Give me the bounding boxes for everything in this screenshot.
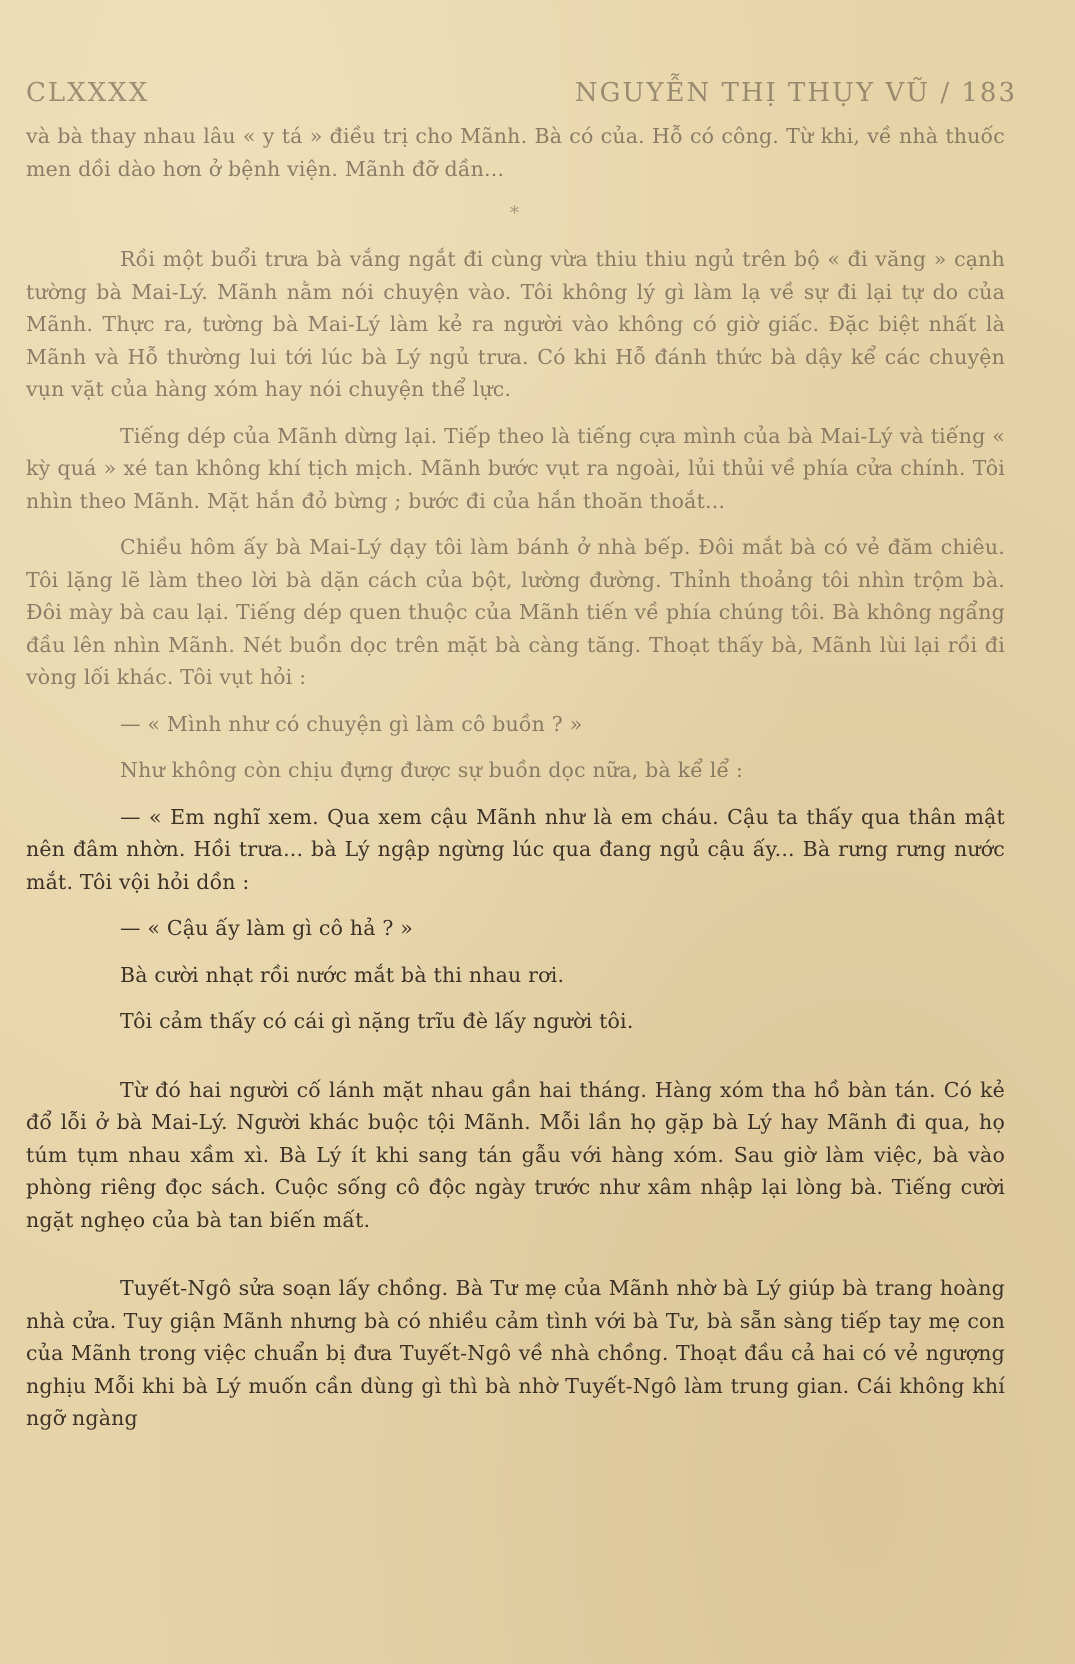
body-text — [26, 120, 1005, 1435]
paragraph-12: Tuyết-Ngô sửa soạn lấy chồng. Bà Tư mẹ của Mãnh nhờ bà Lý giúp bà trang hoàng nhà cửa. Tuy giận Mãnh nhưng bà có nhiều cảm tình với bà Tư, bà sẵn sàng tiếp tay mẹ con của Mãnh trong việc chuẩn bị đưa Tuyết-Ngô về nhà chồng. Thoạt đầu cả hai có vẻ ngượng nghịu Mỗi khi bà Lý muốn cần dùng gì thì bà nhờ Tuyết-Ngô làm trung gian. Cái không khí ngỡ ngàng — [26, 1276, 1005, 1430]
paragraph-6: Như không còn chịu đựng được sự buồn dọc nữa, bà kể lể : — [120, 758, 744, 782]
paragraph-7: — « Em nghĩ xem. Qua xem cậu Mãnh như là em cháu. Cậu ta thấy qua thân mật nên đâm nhờn. Hồi trưa... bà Lý ngập ngừng lúc qua đang ngủ cậu ấy... Bà rưng rưng nước mắt. Tôi vội hỏi dồn : — [26, 804, 1005, 894]
section-break-mark: * — [510, 203, 521, 224]
paragraph-3: Tiếng dép của Mãnh dừng lại. Tiếp theo là tiếng cựa mình của bà Mai-Lý và tiếng « kỳ quá » xé tan không khí tịch mịch. Mãnh bước vụt ra ngoài, lủi thủi về phía cửa chính. Tôi nhìn theo Mãnh. Mặt hắn đỏ bừng ; bước đi của hắn thoăn thoắt... — [26, 423, 1005, 513]
paragraph-11: Từ đó hai người cố lánh mặt nhau gần hai tháng. Hàng xóm tha hồ bàn tán. Có kẻ đổ lỗi ở bà Mai-Lý. Người khác buộc tội Mãnh. Mỗi lần họ gặp bà Lý hay Mãnh đi qua, họ túm tụm nhau xầm xì. Bà Lý ít khi sang tán gẫu với hàng xóm. Sau giờ làm việc, bà vào phòng riêng đọc sách. Cuộc sống cô độc ngày trước như xâm nhập lại lòng bà. Tiếng cười ngặt nghẹo của bà tan biến mất. — [26, 1077, 1005, 1232]
paragraph-2: Rồi một buổi trưa bà vắng ngắt đi cùng vừa thiu thiu ngủ trên bộ « đi văng » cạnh tường bà Mai-Lý. Mãnh nằm nói chuyện vào. Tôi không lý gì làm lạ về sự đi lại tự do của Mãnh. Thực ra, tường bà Mai-Lý làm kẻ ra người vào không có giờ giấc. Đặc biệt nhất là Mãnh và Hỗ thường lui tới lúc bà Lý ngủ trưa. Có khi Hỗ đánh thức bà dậy kể các chuyện vụn vặt của hàng xóm hay nói chuyện thể lực. — [26, 247, 1005, 401]
page-header — [26, 78, 1017, 108]
header-left: CLXXXX — [26, 78, 150, 108]
paragraph-10: Tôi cảm thấy có cái gì nặng trĩu đè lấy người tôi. — [120, 1009, 634, 1033]
paragraph-8: — « Cậu ấy làm gì cô hả ? » — [120, 916, 414, 940]
paragraph-5: — « Mình như có chuyện gì làm cô buồn ? » — [120, 711, 583, 736]
header-right: NGUYỄN THỊ THỤY VŨ / 183 — [574, 78, 1017, 108]
paragraph-4: Chiều hôm ấy bà Mai-Lý dạy tôi làm bánh ở nhà bếp. Đôi mắt bà có vẻ đăm chiêu. Tôi lặng lẽ làm theo lời bà dặn cách của bột, lường đường. Thỉnh thoảng tôi nhìn trộm bà. Đôi mày bà cau lại. Tiếng dép quen thuộc của Mãnh tiến về phía chúng tôi. Bà không ngẩng đầu lên nhìn Mãnh. Nét buồn dọc trên mặt bà càng tăng. Thoạt thấy bà, Mãnh lùi lại rồi đi vòng lối khác. Tôi vụt hỏi : — [26, 535, 1005, 689]
paragraph-1: và bà thay nhau lâu « y tá » điều trị cho Mãnh. Bà có của. Hỗ có công. Từ khi, về nhà thuốc men dồi dào hơn ở bệnh viện. Mãnh đỡ dần... — [26, 124, 1005, 181]
paragraph-9: Bà cười nhạt rồi nước mắt bà thi nhau rơi. — [120, 962, 565, 987]
